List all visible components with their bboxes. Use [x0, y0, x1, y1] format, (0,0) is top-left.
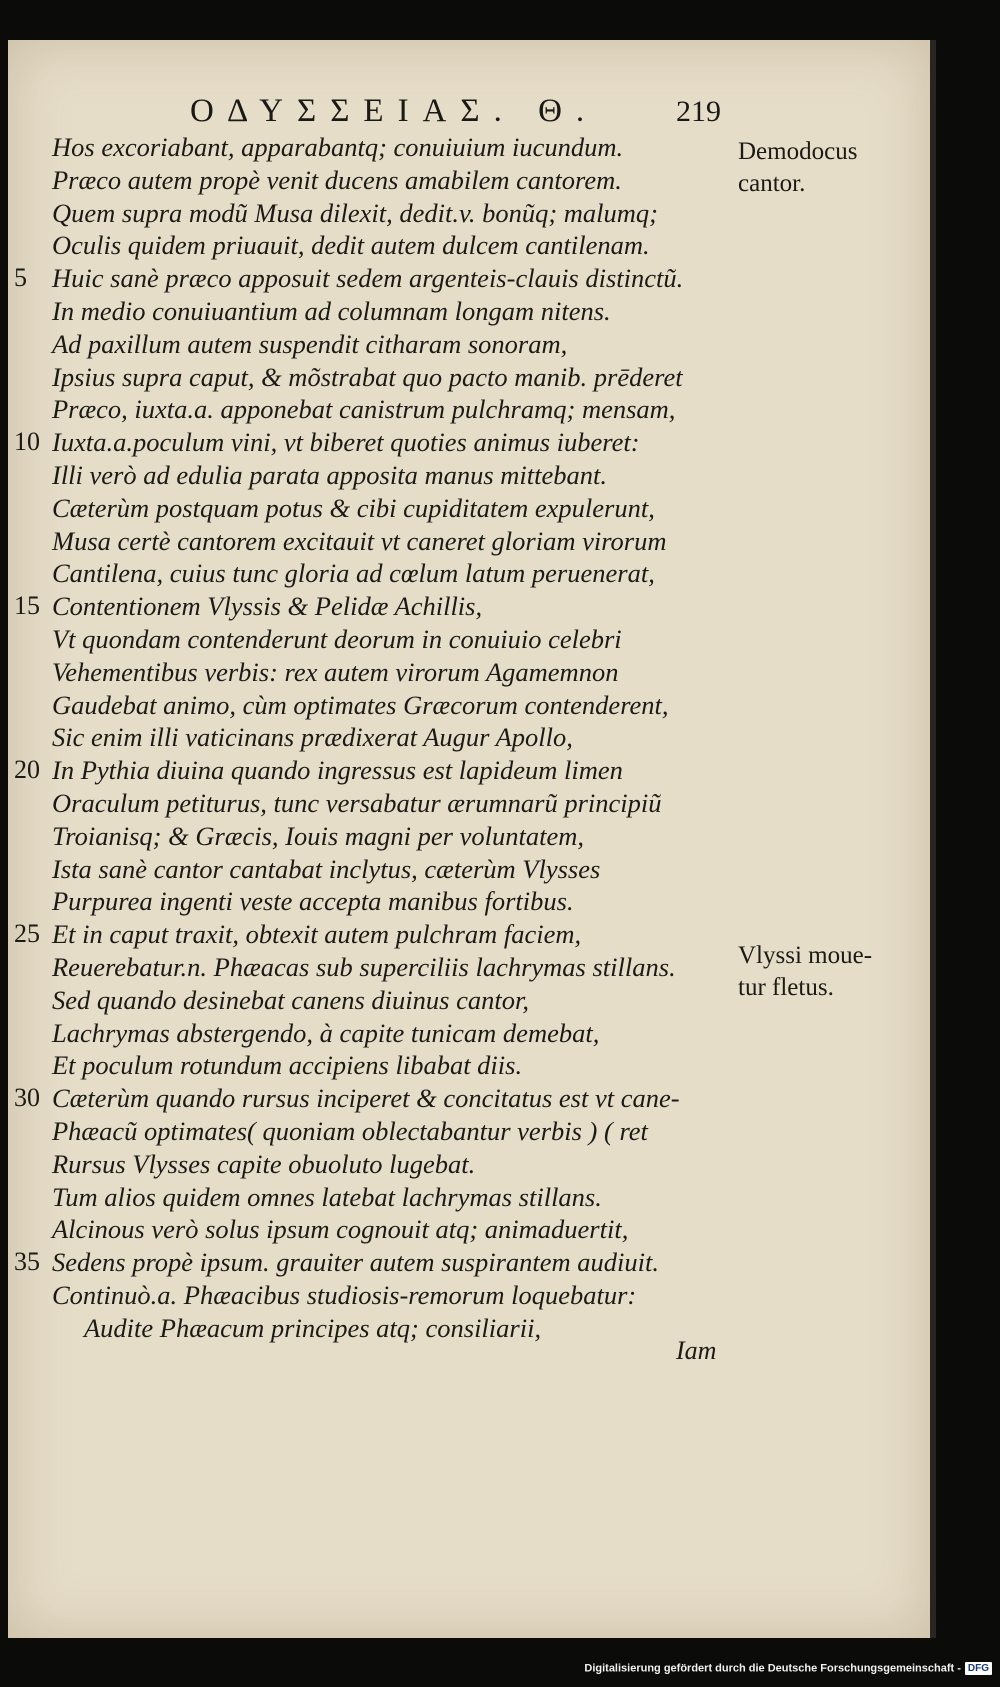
verse-line: Huic sanè præco apposuit sedem argenteis-clauis distinctũ.: [52, 263, 684, 293]
line-number: 20: [14, 755, 40, 784]
verse-line: Lachrymas abstergendo, à capite tunicam demebat,: [52, 1018, 600, 1048]
margin-note-line: cantor.: [738, 170, 806, 197]
verse-line: Alcinous verò solus ipsum cognouit atq; animaduertit,: [52, 1214, 629, 1244]
verse-line: Phæacũ optimates( quoniam oblectabantur verbis ) ( ret: [52, 1116, 648, 1146]
verse-line: Cæterùm quando rursus inciperet & concitatus est vt cane-: [52, 1083, 680, 1113]
line-number: 15: [14, 591, 40, 620]
verse-line: Reuerebatur.n. Phæacas sub superciliis lachrymas stillans.: [52, 952, 676, 982]
verse-line: In Pythia diuina quando ingressus est lapideum limen: [52, 755, 623, 785]
margin-note-demodocus: [738, 136, 857, 200]
verse-line: Rursus Vlysses capite obuoluto lugebat.: [52, 1149, 476, 1179]
footer-text: Digitalisierung gefördert durch die Deutsche Forschungsgemeinschaft -: [584, 1662, 961, 1675]
verse-line: In medio conuiuantium ad columnam longam nitens.: [52, 296, 611, 326]
verse-line: Ipsius supra caput, & mõstrabat quo pacto manib. prēderet: [52, 362, 683, 392]
margin-note-line: Demodocus: [738, 138, 858, 165]
verse-line: Sedens propè ipsum. grauiter autem suspirantem audiuit.: [52, 1247, 660, 1277]
folio-number: 219: [676, 95, 721, 128]
verse-line: Hos excoriabant, apparabantq; conuiuium iucundum.: [52, 132, 624, 162]
dfg-logo: DFG: [965, 1662, 992, 1675]
catchword: Iam: [676, 1336, 717, 1365]
verse-line: Et in caput traxit, obtexit autem pulchram faciem,: [52, 919, 582, 949]
verse-line: Vt quondam contenderunt deorum in conuiuio celebri: [52, 624, 622, 654]
verse-line: Oraculum petiturus, tunc versabatur ærumnarũ principiũ: [52, 788, 662, 818]
running-head: ΟΔΥΣΣΕΙΑΣ. Θ.: [190, 93, 599, 129]
verse-line: Illi verò ad edulia parata apposita manus mittebant.: [52, 460, 607, 490]
verse-line: Tum alios quidem omnes latebat lachrymas stillans.: [52, 1182, 602, 1212]
verse-line: Præco autem propè venit ducens amabilem cantorem.: [52, 165, 622, 195]
verse-line: Præco, iuxta.a. apponebat canistrum pulchramq; mensam,: [52, 394, 676, 424]
verse-line: Sic enim illi vaticinans prædixerat Augur Apollo,: [52, 722, 573, 752]
margin-note-line: tur fletus.: [738, 974, 834, 1001]
verse-line: Cantilena, cuius tunc gloria ad cœlum latum peruenerat,: [52, 558, 655, 588]
verse-line: Ad paxillum autem suspendit citharam sonoram,: [52, 329, 568, 359]
verse-line: Purpurea ingenti veste accepta manibus fortibus.: [52, 886, 574, 916]
verse-line: Ista sanè cantor cantabat inclytus, cæterùm Vlysses: [52, 854, 601, 884]
line-number: 10: [14, 427, 40, 456]
verse-line: Musa certè cantorem excitauit vt caneret gloriam virorum: [52, 526, 667, 556]
verse-line: Oculis quidem priuauit, dedit autem dulcem cantilenam.: [52, 230, 650, 260]
margin-note-ulysses: [738, 940, 872, 1004]
page-edge: [930, 40, 936, 1638]
verse-line: Cæterùm postquam potus & cibi cupiditatem expulerunt,: [52, 493, 655, 523]
verse-line: Gaudebat animo, cùm optimates Græcorum contenderent,: [52, 690, 669, 720]
verse-line: Contentionem Vlyssis & Pelidæ Achillis,: [52, 591, 483, 621]
verse-line: Troianisq; & Græcis, Iouis magni per voluntatem,: [52, 821, 584, 851]
verse-line: Vehementibus verbis: rex autem virorum Agamemnon: [52, 657, 619, 687]
line-number: 35: [14, 1247, 40, 1276]
verse-line: Iuxta.a.poculum vini, vt biberet quoties animus iuberet:: [52, 427, 640, 457]
verse-line: Sed quando desinebat canens diuinus cantor,: [52, 985, 529, 1015]
line-number: 25: [14, 919, 40, 948]
footer-credit: [584, 1662, 992, 1675]
margin-note-line: Vlyssi moue-: [738, 942, 873, 969]
verse-line: Audite Phæacum principes atq; consiliarii,: [84, 1313, 542, 1343]
verse-line: Quem supra modũ Musa dilexit, dedit.v. bonũq; malumq;: [52, 198, 658, 228]
verse-line: Et poculum rotundum accipiens libabat diis.: [52, 1050, 523, 1080]
line-number: 30: [14, 1083, 40, 1112]
verse-line: Continuò.a. Phæacibus studiosis-remorum loquebatur:: [52, 1280, 637, 1310]
line-number: 5: [14, 263, 27, 292]
